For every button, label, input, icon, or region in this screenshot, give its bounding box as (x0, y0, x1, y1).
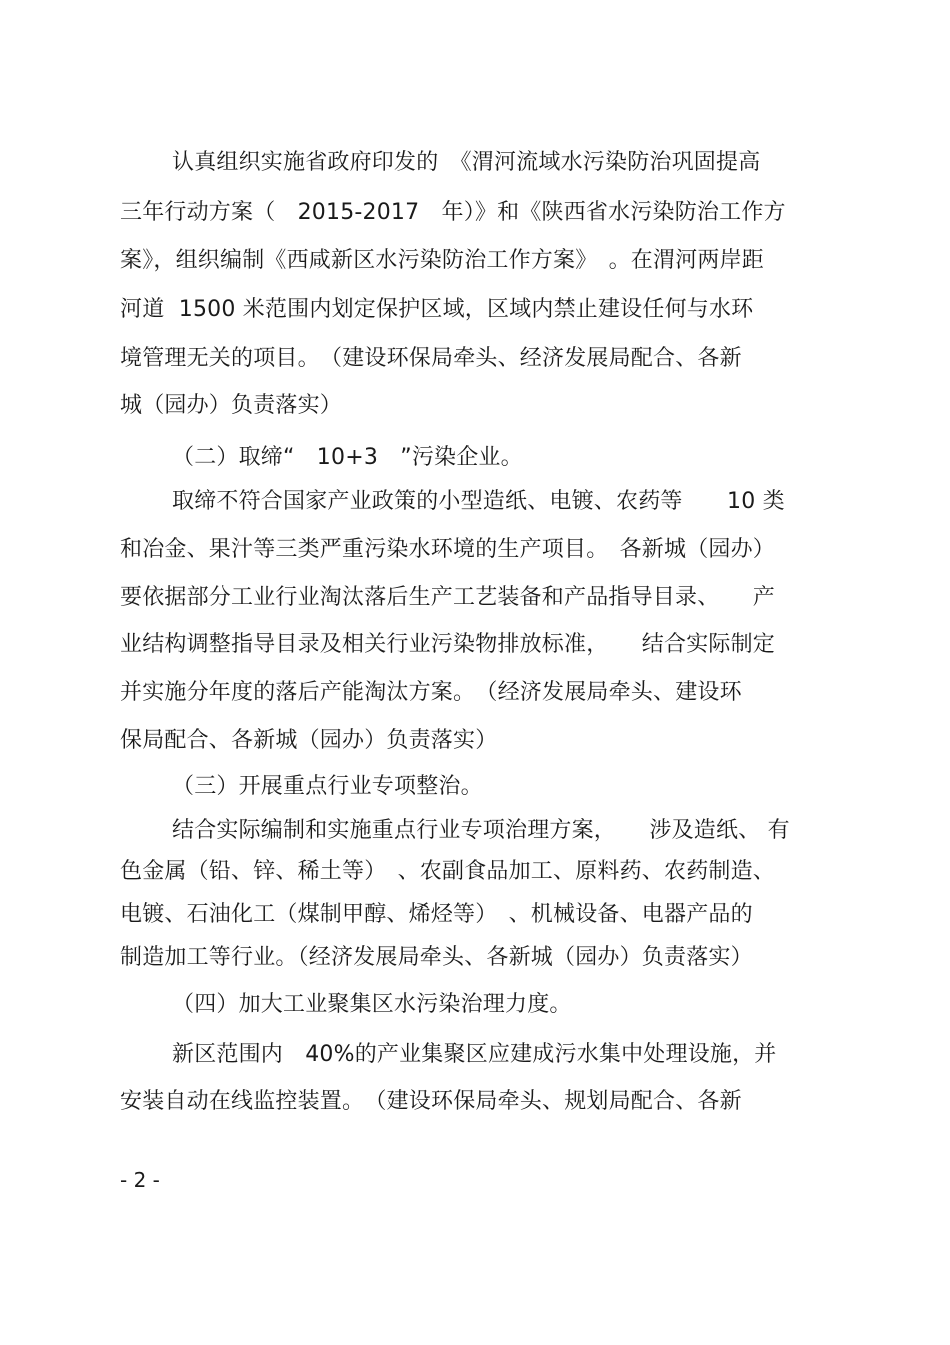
paragraph-1-line-1: 认真组织实施省政府印发的 《渭河流域水污染防治巩固提高 (172, 150, 761, 175)
paragraph-3-line-2: 和冶金、果汁等三类严重污染水环境的生产项目。 各新城（园办） (120, 537, 776, 562)
section-heading-2: （二）取缔“ 10+3 ”污染企业。 (172, 445, 523, 470)
paragraph-7-line-2: 安装自动在线监控装置。 （建设环保局牵头、规划局配合、各新 (120, 1089, 742, 1114)
paragraph-3-line-3: 要依据部分工业行业淘汰落后生产工艺装备和产品指导目录、 产 (120, 585, 776, 610)
paragraph-3-line-4: 业结构调整指导目录及相关行业污染物排放标准， 结合实际制定 (120, 632, 776, 657)
paragraph-1-line-5: 境管理无关的项目。 （建设环保局牵头、经济发展局配合、各新 (120, 346, 742, 371)
paragraph-7-line-1: 新区范围内 40%的产业集聚区应建成污水集中处理设施，并 (172, 1042, 777, 1067)
section-heading-3: （三）开展重点行业专项整治。 (172, 774, 483, 799)
paragraph-1-line-6: 城（园办）负责落实） (120, 393, 343, 418)
section-heading-4: （四）加大工业聚集区水污染治理力度。 (172, 992, 572, 1017)
paragraph-1-line-3: 案》，组织编制《西咸新区水污染防治工作方案》 。在渭河两岸距 (120, 248, 765, 273)
paragraph-1-line-2: 三年行动方案（ 2015-2017 年）》和《陕西省水污染防治工作方 (120, 200, 786, 225)
page-number: - 2 - (120, 1168, 160, 1192)
paragraph-5-line-3: 电镀、石油化工（煤制甲醇、烯烃等） 、机械设备、电器产品的 (120, 902, 753, 927)
paragraph-3-line-1: 取缔不符合国家产业政策的小型造纸、电镀、农药等 10 类 (172, 489, 785, 514)
paragraph-5-line-2: 色金属（铅、锌、稀土等） 、农副食品加工、原料药、农药制造、 (120, 859, 776, 884)
paragraph-5-line-4: 制造加工等行业。（经济发展局牵头、各新城（园办）负责落实） (120, 945, 753, 970)
paragraph-3-line-5: 并实施分年度的落后产能淘汰方案。 （经济发展局牵头、建设环 (120, 680, 742, 705)
paragraph-3-line-6: 保局配合、各新城（园办）负责落实） (120, 728, 498, 753)
paragraph-1-line-4: 河道 1500 米范围内划定保护区域，区域内禁止建设任何与水环 (120, 297, 754, 322)
paragraph-5-line-1: 结合实际编制和实施重点行业专项治理方案， 涉及造纸、 有 (172, 818, 790, 843)
